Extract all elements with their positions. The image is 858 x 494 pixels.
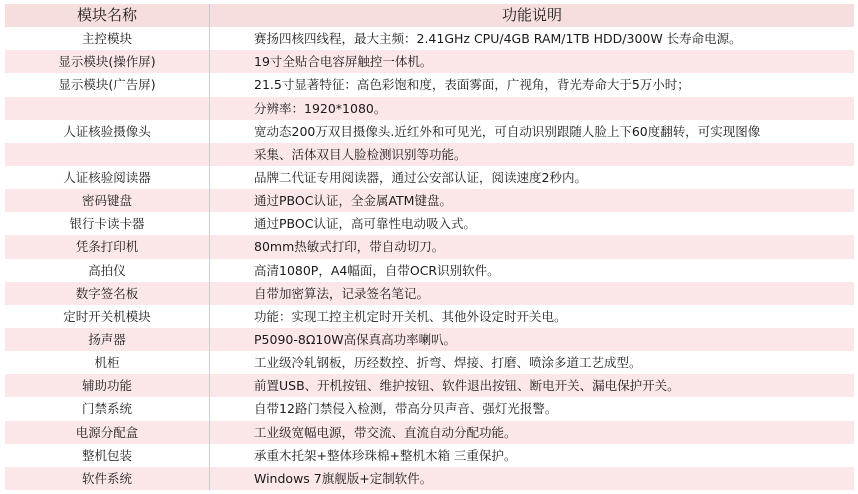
function-desc-cell: 承重木托架+整体珍珠棉+整机木箱 三重保护。 xyxy=(210,444,855,467)
function-desc-cell: 工业级冷轧钢板，历经数控、折弯、焊接、打磨、喷涂多道工艺成型。 xyxy=(210,351,855,374)
module-name-cell: 机柜 xyxy=(5,351,210,374)
module-name-cell: 辅助功能 xyxy=(5,374,210,397)
table-row xyxy=(5,73,854,96)
table-row xyxy=(5,166,854,189)
module-name-cell: 密码键盘 xyxy=(5,189,210,212)
function-desc-cell: 自带加密算法，记录签名笔记。 xyxy=(210,282,855,305)
table-row xyxy=(5,351,854,374)
function-desc-cell: 21.5寸显著特征：高色彩饱和度，表面雾面，广视角，背光寿命大于5万小时； xyxy=(210,73,855,96)
function-desc-cell: 赛扬四核四线程，最大主频：2.41GHz CPU/4GB RAM/1TB HDD/300W 长寿命电源。 xyxy=(210,27,855,50)
module-name-cell: 主控模块 xyxy=(5,27,210,50)
spec-table xyxy=(5,4,854,490)
table-row xyxy=(5,97,854,120)
table-row xyxy=(5,143,854,166)
table-row xyxy=(5,259,854,282)
module-name-cell xyxy=(5,143,210,166)
function-desc-cell: 80mm热敏式打印，带自动切刀。 xyxy=(210,235,855,258)
table-row xyxy=(5,374,854,397)
function-desc-cell: 通过PBOC认证，高可靠性电动吸入式。 xyxy=(210,212,855,235)
table-row xyxy=(5,444,854,467)
function-desc-cell: Windows 7旗舰版+定制软件。 xyxy=(210,467,855,490)
module-name-cell xyxy=(5,97,210,120)
function-desc-cell: 采集、活体双目人脸检测识别等功能。 xyxy=(210,143,855,166)
function-desc-cell: 19寸全贴合电容屏触控一体机。 xyxy=(210,50,855,73)
module-name-cell: 定时开关机模块 xyxy=(5,305,210,328)
module-name-cell: 电源分配盒 xyxy=(5,421,210,444)
module-name-cell: 数字签名板 xyxy=(5,282,210,305)
table-row xyxy=(5,50,854,73)
table-row xyxy=(5,120,854,143)
table-header-row xyxy=(5,4,854,27)
function-desc-cell: 高清1080P，A4幅面，自带OCR识别软件。 xyxy=(210,259,855,282)
function-desc-cell: 宽动态200万双目摄像头.近红外和可见光，可自动识别跟随人脸上下60度翻转，可实现图像 xyxy=(210,120,855,143)
table-row xyxy=(5,421,854,444)
function-desc-cell: 品牌二代证专用阅读器，通过公安部认证，阅读速度2秒内。 xyxy=(210,166,855,189)
module-name-cell: 高拍仪 xyxy=(5,259,210,282)
module-name-cell: 整机包装 xyxy=(5,444,210,467)
function-desc-cell: 工业级宽幅电源，带交流、直流自动分配功能。 xyxy=(210,421,855,444)
table-row xyxy=(5,397,854,420)
table-row xyxy=(5,212,854,235)
function-desc-cell: P5090-8Ω10W高保真高功率喇叭。 xyxy=(210,328,855,351)
table-row xyxy=(5,189,854,212)
table-row xyxy=(5,305,854,328)
function-desc-cell: 通过PBOC认证，全金属ATM键盘。 xyxy=(210,189,855,212)
header-module-name: 模块名称 xyxy=(5,4,210,27)
module-name-cell: 人证核验阅读器 xyxy=(5,166,210,189)
header-function-desc: 功能说明 xyxy=(210,4,855,27)
table-row xyxy=(5,27,854,50)
table-row xyxy=(5,328,854,351)
module-name-cell: 显示模块(操作屏) xyxy=(5,50,210,73)
function-desc-cell: 自带12路门禁侵入检测，带高分贝声音、强灯光报警。 xyxy=(210,397,855,420)
function-desc-cell: 分辨率：1920*1080。 xyxy=(210,97,855,120)
table-row xyxy=(5,235,854,258)
module-name-cell: 凭条打印机 xyxy=(5,235,210,258)
module-name-cell: 银行卡读卡器 xyxy=(5,212,210,235)
function-desc-cell: 功能：实现工控主机定时开关机、其他外设定时开关电。 xyxy=(210,305,855,328)
spec-table-body xyxy=(5,4,854,490)
function-desc-cell: 前置USB、开机按钮、维护按钮、软件退出按钮、断电开关、漏电保护开关。 xyxy=(210,374,855,397)
table-row xyxy=(5,467,854,490)
module-name-cell: 门禁系统 xyxy=(5,397,210,420)
module-name-cell: 人证核验摄像头 xyxy=(5,120,210,143)
table-row xyxy=(5,282,854,305)
module-name-cell: 软件系统 xyxy=(5,467,210,490)
module-name-cell: 扬声器 xyxy=(5,328,210,351)
module-name-cell: 显示模块(广告屏) xyxy=(5,73,210,96)
